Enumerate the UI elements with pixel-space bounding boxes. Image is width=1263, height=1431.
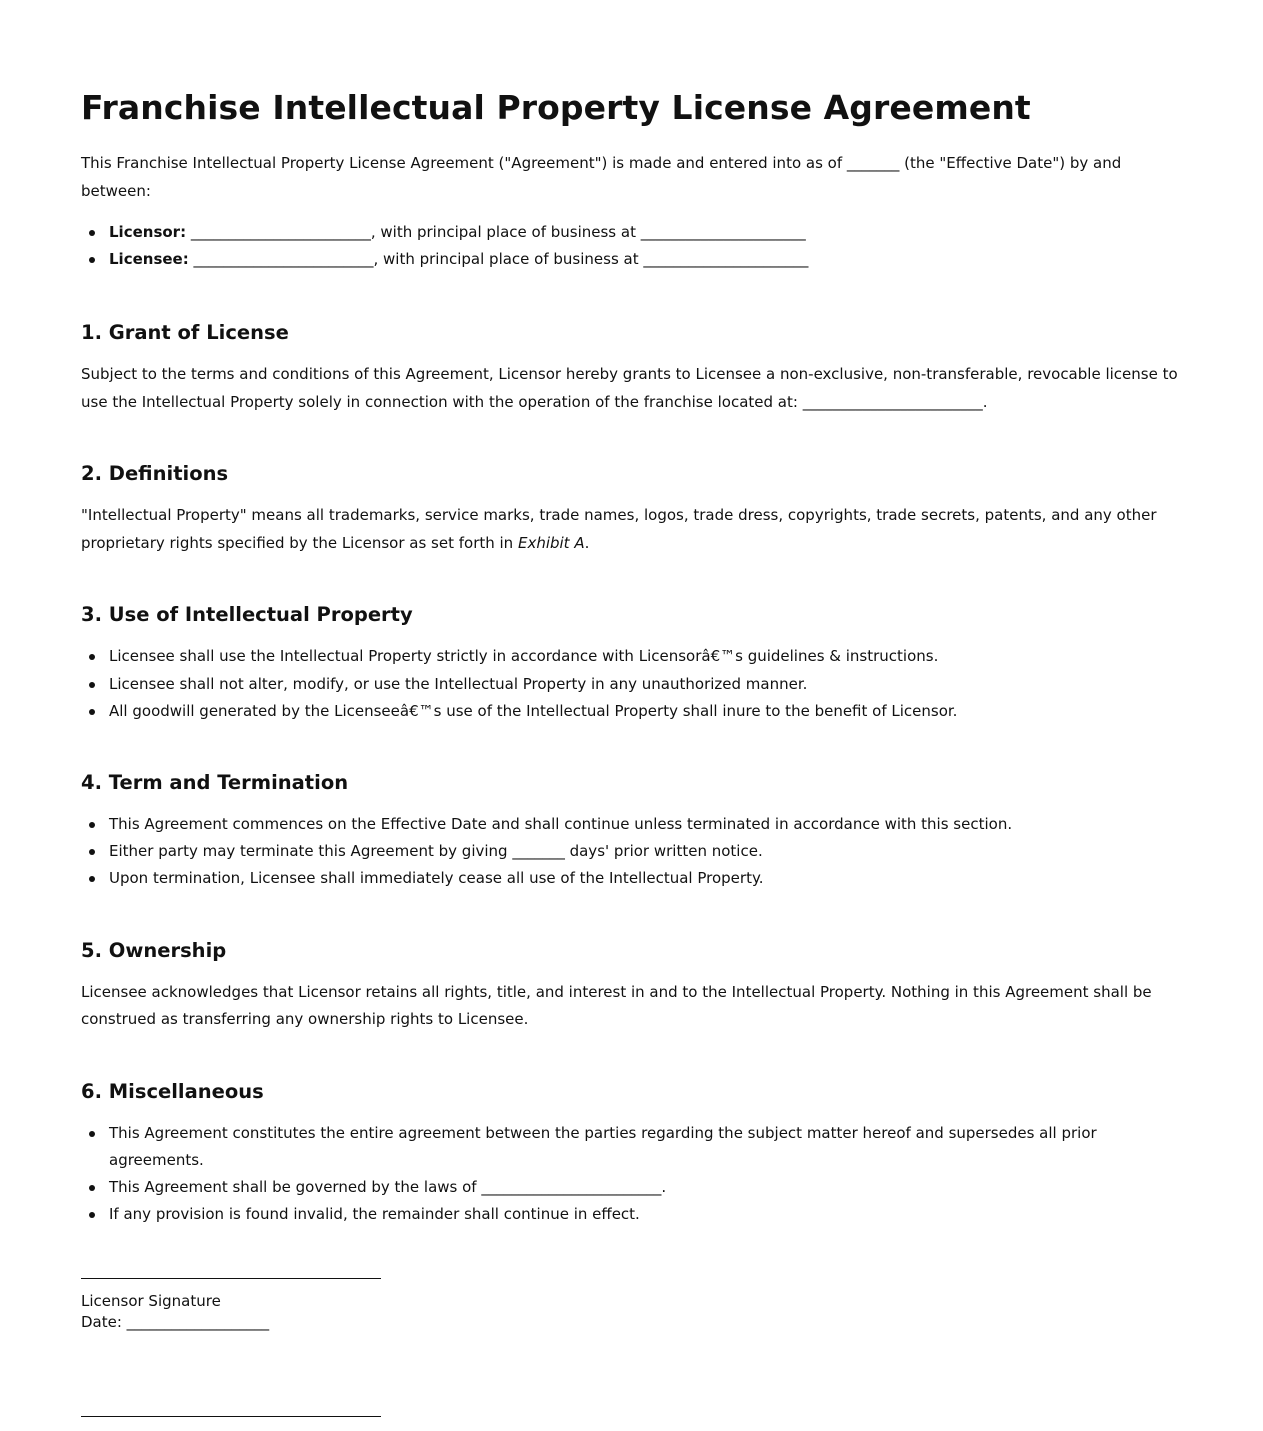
licensor-signature-block (81, 1278, 1182, 1333)
party-licensee (109, 246, 1182, 273)
signature-line (81, 1416, 381, 1417)
signature-label: Licensor Signature (81, 1292, 221, 1311)
party-label: Licensee: (109, 250, 189, 269)
licensee-signature-block (81, 1416, 1182, 1417)
list-item: Either party may terminate this Agreement by giving _______ days' prior written notice. (109, 838, 1182, 865)
document-title: Franchise Intellectual Property License Agreement (81, 88, 1031, 127)
section-heading: 6. Miscellaneous (81, 1079, 264, 1103)
list-item: This Agreement constitutes the entire agreement between the parties regarding the subject matter hereof and supersedes all prior agreements. (109, 1120, 1182, 1174)
section-heading: 4. Term and Termination (81, 771, 349, 795)
list-item: If any provision is found invalid, the remainder shall continue in effect. (109, 1201, 1182, 1228)
term-list (81, 811, 1182, 893)
misc-list (81, 1120, 1182, 1229)
section-misc (81, 1078, 1182, 1229)
party-text: ________________________, with principal place of business at ______________________ (186, 223, 806, 241)
section-heading: 2. Definitions (81, 462, 229, 486)
list-item: Upon termination, Licensee shall immediately cease all use of the Intellectual Property. (109, 865, 1182, 892)
signature-line (81, 1278, 381, 1279)
section-heading: 1. Grant of License (81, 321, 289, 345)
use-list (81, 643, 1182, 725)
section-use (81, 601, 1182, 725)
section-body (81, 502, 1182, 557)
definition-text: "Intellectual Property" means all trademarks, service marks, trade names, logos, trade dress, copyrights, trade secrets, patents, and any other proprietary rights specified by the Licensor as set forth in (81, 506, 1157, 552)
section-body: Subject to the terms and conditions of this Agreement, Licensor hereby grants to Licensee a non-exclusive, non-transferable, revocable license to use the Intellectual Property solely in connection with the operation of the franchise located at: ________________________. (81, 365, 1178, 411)
section-ownership (81, 937, 1182, 1034)
section-body: Licensee acknowledges that Licensor retains all rights, title, and interest in and to the Intellectual Property. Nothing in this Agreement shall be construed as transferring any ownership rights to Licensee. (81, 982, 1152, 1029)
definition-text-end: . (584, 533, 590, 552)
section-definitions (81, 460, 1182, 557)
section-term (81, 769, 1182, 893)
list-item: All goodwill generated by the Licenseeâ€™s use of the Intellectual Property shall inure to the benefit of Licensor. (109, 698, 1182, 725)
exhibit-reference: Exhibit A (517, 533, 585, 552)
list-item: Licensee shall use the Intellectual Property strictly in accordance with Licensorâ€™s guidelines & instructions. (109, 643, 1182, 670)
list-item: Licensee shall not alter, modify, or use the Intellectual Property in any unauthorized manner. (109, 671, 1182, 698)
signature-date: Date: ___________________ (81, 1313, 270, 1332)
parties-list (81, 219, 1182, 273)
party-text: ________________________, with principal place of business at ______________________ (188, 250, 809, 269)
section-heading: 3. Use of Intellectual Property (81, 603, 413, 627)
list-item: This Agreement shall be governed by the laws of ________________________. (109, 1174, 1182, 1201)
section-heading: 5. Ownership (81, 938, 227, 962)
party-licensor (109, 219, 1182, 246)
list-item: This Agreement commences on the Effective Date and shall continue unless terminated in accordance with this section. (109, 811, 1182, 838)
intro-paragraph: This Franchise Intellectual Property License Agreement ("Agreement") is made and entered into as of _______ (the "Effective Date") by and between: (81, 154, 1122, 200)
party-label: Licensor: (109, 223, 187, 241)
section-grant (81, 319, 1182, 416)
